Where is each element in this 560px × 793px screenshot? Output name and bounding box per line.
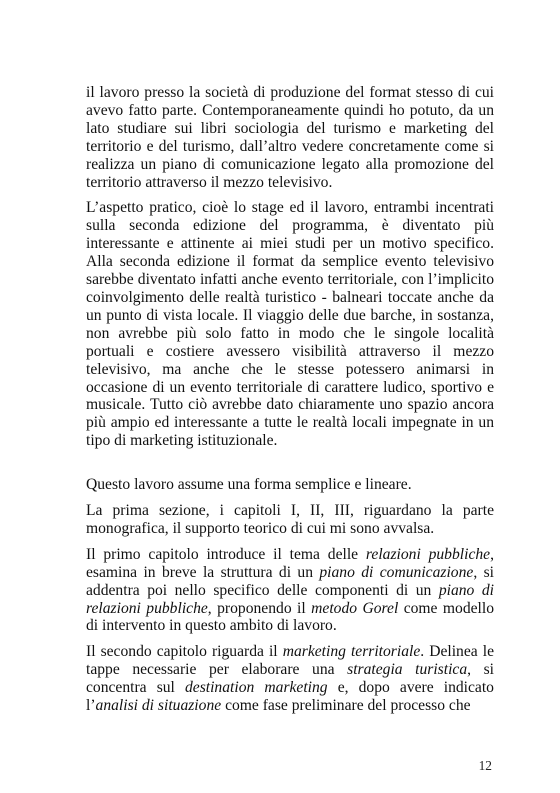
paragraph-5-italic-1: relazioni pubbliche bbox=[365, 545, 491, 563]
paragraph-6-italic-1: marketing territoriale bbox=[282, 643, 421, 661]
paragraph-5-text-3: , si addentra poi nello specifico delle componenti di un bbox=[86, 563, 494, 599]
body-text bbox=[86, 84, 494, 715]
paragraph-6-text-2: . Delinea le tappe necessarie per elaborare una bbox=[86, 643, 494, 679]
paragraph-5 bbox=[86, 546, 494, 636]
paragraph-5-italic-3: piano di relazioni pubbliche bbox=[86, 581, 494, 617]
paragraph-5-text-5: come modello di intervento in questo ambito di lavoro. bbox=[86, 599, 495, 635]
paragraph-5-text-2: , esamina in breve la struttura di un bbox=[86, 545, 494, 581]
paragraph-5-italic-2: piano di comunicazione bbox=[319, 563, 474, 581]
paragraph-5-text-4: , proponendo il bbox=[207, 599, 312, 617]
page-number: 12 bbox=[478, 758, 492, 773]
paragraph-6 bbox=[86, 643, 494, 715]
paragraph-6-italic-2: strategia turistica bbox=[347, 661, 468, 679]
paragraph-5-text-1: Il primo capitolo introduce il tema delle bbox=[86, 545, 366, 563]
paragraph-2: L’aspetto pratico, cioè lo stage ed il lavoro, entrambi incentrati sulla seconda edizione del programma, è diventato più interessante e attinente ai miei studi per un motivo specifico. Alla seconda edizione il format da semplice evento televisivo sarebbe diventato infatti anche evento territoriale, con l’implicito coinvolgimento delle realtà turistico - balneari toccate anche da un punto di vista locale. Il viaggio delle due barche, in sostanza, non avrebbe più solo fatto in modo che le singole località portuali e costiere avessero visibilità attraverso il mezzo televisivo, ma anche che le stesse potessero animarsi in occasione di un evento territoriale di carattere ludico, sportivo e musicale. Tutto ciò avrebbe dato chiaramente uno spazio ancora più ampio ed interessante a tutte le realtà locali impegnate in un tipo di marketing istituzionale. bbox=[86, 199, 494, 450]
paragraph-6-text-3: , si concentra sul bbox=[86, 661, 495, 697]
paragraph-6-text-5: come fase preliminare del processo che bbox=[221, 697, 471, 715]
paragraph-5-italic-4: metodo Gorel bbox=[311, 599, 399, 617]
paragraph-1: il lavoro presso la società di produzione del format stesso di cui avevo fatto parte. Contemporaneamente quindi ho potuto, da un lato studiare sui libri sociologia del turismo e marketing del territorio e del turismo, dall’altro vedere concretamente come si realizza un piano di comunicazione legato alla promozione del territorio attraverso il mezzo televisivo. bbox=[86, 84, 494, 191]
paragraph-3: Questo lavoro assume una forma semplice e lineare. bbox=[86, 476, 412, 494]
paragraph-6-text-1: Il secondo capitolo riguarda il bbox=[86, 643, 283, 661]
paragraph-4: La prima sezione, i capitoli I, II, III, riguardano la parte monografica, il supporto teorico di cui mi sono avvalsa. bbox=[86, 502, 494, 537]
paragraph-6-italic-4: analisi di situazione bbox=[95, 697, 222, 715]
paragraph-6-text-4: e, dopo avere indicato l’ bbox=[86, 679, 494, 715]
paragraph-6-italic-3: destination marketing bbox=[184, 679, 328, 697]
